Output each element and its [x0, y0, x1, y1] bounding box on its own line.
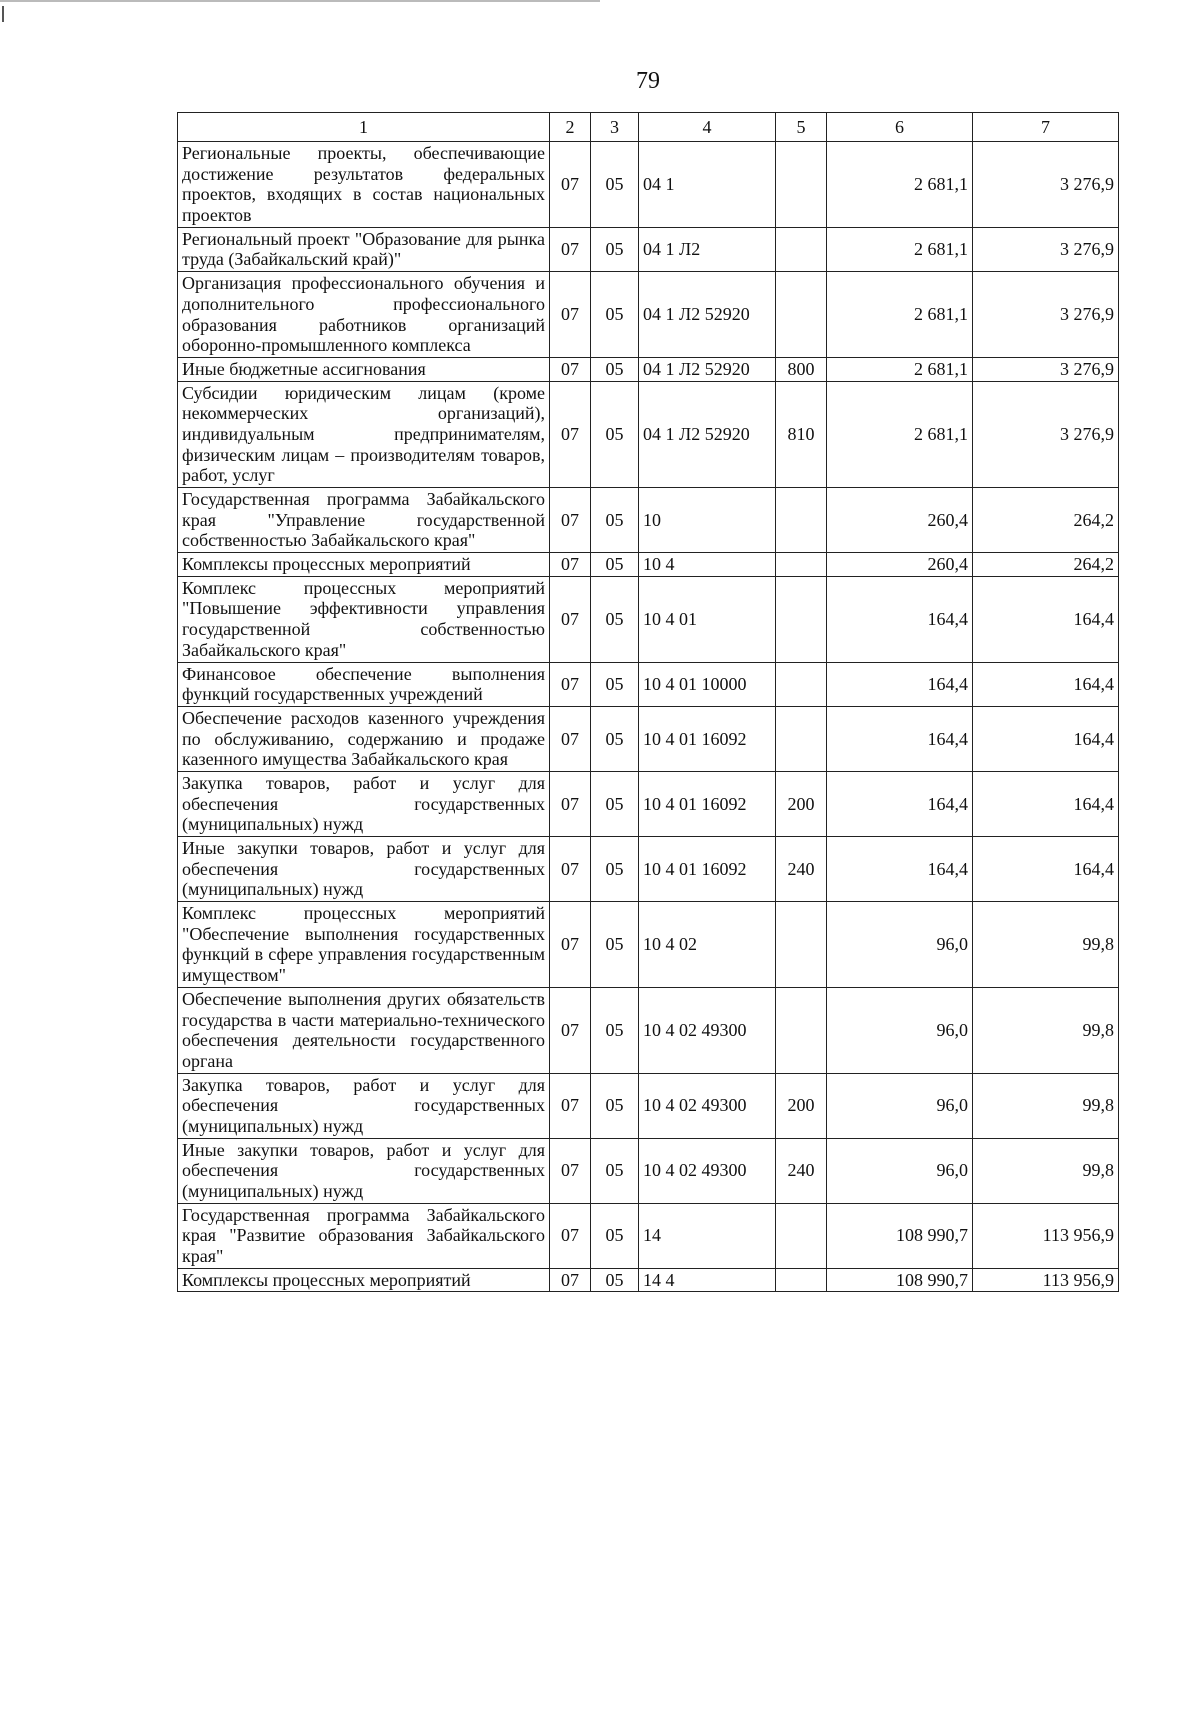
expense-type-cell: [776, 227, 827, 271]
table-row: [178, 771, 1119, 836]
amount-year1-cell: 96,0: [827, 1138, 973, 1203]
section-code-cell: 07: [550, 272, 591, 358]
scan-edge-tick: [2, 6, 4, 22]
subsection-code-cell: 05: [591, 272, 639, 358]
row-name-cell: Региональные проекты, обеспечивающие достижение результатов федеральных проектов, входящих в состав национальных проектов: [178, 142, 550, 228]
row-name-cell: Комплексы процессных мероприятий: [178, 553, 550, 577]
table-row: [178, 837, 1119, 902]
table-row: [178, 662, 1119, 706]
subsection-code-cell: 05: [591, 902, 639, 988]
section-code-cell: 07: [550, 1138, 591, 1203]
amount-year2-cell: 99,8: [973, 987, 1119, 1073]
row-name-cell: Комплексы процессных мероприятий: [178, 1268, 550, 1292]
amount-year1-cell: 108 990,7: [827, 1268, 973, 1292]
table-row: [178, 357, 1119, 381]
amount-year1-cell: 164,4: [827, 837, 973, 902]
row-name-cell: Организация профессионального обучения и дополнительного профессионального образования работников организаций оборонно-промышленного комплекса: [178, 272, 550, 358]
amount-year2-cell: 99,8: [973, 902, 1119, 988]
subsection-code-cell: 05: [591, 553, 639, 577]
row-name-cell: Закупка товаров, работ и услуг для обеспечения государственных (муниципальных) нужд: [178, 1073, 550, 1138]
section-code-cell: 07: [550, 662, 591, 706]
amount-year1-cell: 108 990,7: [827, 1203, 973, 1268]
amount-year1-cell: 96,0: [827, 1073, 973, 1138]
target-article-cell: 10 4 02: [639, 902, 776, 988]
table-row: [178, 553, 1119, 577]
amount-year1-cell: 164,4: [827, 662, 973, 706]
target-article-cell: 10 4: [639, 553, 776, 577]
amount-year1-cell: 164,4: [827, 706, 973, 771]
amount-year2-cell: 164,4: [973, 706, 1119, 771]
amount-year1-cell: 2 681,1: [827, 381, 973, 487]
amount-year1-cell: 260,4: [827, 553, 973, 577]
row-name-cell: Обеспечение выполнения других обязательств государства в части материально-технического обеспечения деятельности государственного органа: [178, 987, 550, 1073]
target-article-cell: 10 4 01: [639, 576, 776, 662]
amount-year2-cell: 99,8: [973, 1138, 1119, 1203]
row-name-cell: Иные закупки товаров, работ и услуг для обеспечения государственных (муниципальных) нужд: [178, 1138, 550, 1203]
table-row: [178, 488, 1119, 553]
subsection-code-cell: 05: [591, 1268, 639, 1292]
section-code-cell: 07: [550, 987, 591, 1073]
expense-type-cell: 240: [776, 1138, 827, 1203]
column-header: 6: [827, 113, 973, 142]
table-row: [178, 987, 1119, 1073]
section-code-cell: 07: [550, 227, 591, 271]
subsection-code-cell: 05: [591, 381, 639, 487]
amount-year2-cell: 113 956,9: [973, 1268, 1119, 1292]
column-number-row: [178, 113, 1119, 142]
section-code-cell: 07: [550, 902, 591, 988]
expense-type-cell: 200: [776, 771, 827, 836]
target-article-cell: 10 4 02 49300: [639, 987, 776, 1073]
table-row: [178, 902, 1119, 988]
column-header: 1: [178, 113, 550, 142]
table-row: [178, 1203, 1119, 1268]
target-article-cell: 10 4 01 10000: [639, 662, 776, 706]
target-article-cell: 10 4 02 49300: [639, 1138, 776, 1203]
row-name-cell: Финансовое обеспечение выполнения функций государственных учреждений: [178, 662, 550, 706]
subsection-code-cell: 05: [591, 771, 639, 836]
amount-year2-cell: 3 276,9: [973, 142, 1119, 228]
expense-type-cell: [776, 272, 827, 358]
target-article-cell: 04 1 Л2 52920: [639, 357, 776, 381]
amount-year2-cell: 164,4: [973, 837, 1119, 902]
subsection-code-cell: 05: [591, 1138, 639, 1203]
amount-year1-cell: 260,4: [827, 488, 973, 553]
row-name-cell: Региональный проект "Образование для рынка труда (Забайкальский край)": [178, 227, 550, 271]
target-article-cell: 04 1 Л2 52920: [639, 272, 776, 358]
amount-year1-cell: 2 681,1: [827, 357, 973, 381]
expense-type-cell: 200: [776, 1073, 827, 1138]
row-name-cell: Иные закупки товаров, работ и услуг для обеспечения государственных (муниципальных) нужд: [178, 837, 550, 902]
amount-year1-cell: 96,0: [827, 902, 973, 988]
subsection-code-cell: 05: [591, 987, 639, 1073]
amount-year1-cell: 2 681,1: [827, 142, 973, 228]
row-name-cell: Государственная программа Забайкальского края "Развитие образования Забайкальского края": [178, 1203, 550, 1268]
section-code-cell: 07: [550, 381, 591, 487]
row-name-cell: Закупка товаров, работ и услуг для обеспечения государственных (муниципальных) нужд: [178, 771, 550, 836]
table-row: [178, 1268, 1119, 1292]
subsection-code-cell: 05: [591, 488, 639, 553]
expense-type-cell: [776, 987, 827, 1073]
amount-year2-cell: 113 956,9: [973, 1203, 1119, 1268]
row-name-cell: Комплекс процессных мероприятий "Повышение эффективности управления государственной собственностью Забайкальского края": [178, 576, 550, 662]
section-code-cell: 07: [550, 837, 591, 902]
subsection-code-cell: 05: [591, 1073, 639, 1138]
column-header: 5: [776, 113, 827, 142]
amount-year2-cell: 3 276,9: [973, 381, 1119, 487]
row-name-cell: Обеспечение расходов казенного учреждения по обслуживанию, содержанию и продаже казенного имущества Забайкальского края: [178, 706, 550, 771]
amount-year1-cell: 164,4: [827, 771, 973, 836]
target-article-cell: 04 1: [639, 142, 776, 228]
target-article-cell: 14 4: [639, 1268, 776, 1292]
subsection-code-cell: 05: [591, 227, 639, 271]
target-article-cell: 10: [639, 488, 776, 553]
amount-year2-cell: 264,2: [973, 488, 1119, 553]
target-article-cell: 04 1 Л2: [639, 227, 776, 271]
amount-year2-cell: 264,2: [973, 553, 1119, 577]
column-header: 3: [591, 113, 639, 142]
row-name-cell: Иные бюджетные ассигнования: [178, 357, 550, 381]
table-row: [178, 142, 1119, 228]
amount-year2-cell: 164,4: [973, 576, 1119, 662]
target-article-cell: 10 4 02 49300: [639, 1073, 776, 1138]
table-row: [178, 576, 1119, 662]
scan-edge-line: [0, 0, 600, 2]
amount-year2-cell: 3 276,9: [973, 272, 1119, 358]
target-article-cell: 04 1 Л2 52920: [639, 381, 776, 487]
section-code-cell: 07: [550, 142, 591, 228]
amount-year1-cell: 164,4: [827, 576, 973, 662]
amount-year2-cell: 3 276,9: [973, 357, 1119, 381]
target-article-cell: 14: [639, 1203, 776, 1268]
subsection-code-cell: 05: [591, 837, 639, 902]
expense-type-cell: [776, 142, 827, 228]
amount-year1-cell: 2 681,1: [827, 272, 973, 358]
amount-year2-cell: 99,8: [973, 1073, 1119, 1138]
target-article-cell: 10 4 01 16092: [639, 771, 776, 836]
table-row: [178, 272, 1119, 358]
column-header: 4: [639, 113, 776, 142]
expense-type-cell: 240: [776, 837, 827, 902]
target-article-cell: 10 4 01 16092: [639, 706, 776, 771]
section-code-cell: 07: [550, 1073, 591, 1138]
column-header: 7: [973, 113, 1119, 142]
expense-type-cell: 810: [776, 381, 827, 487]
table-row: [178, 381, 1119, 487]
subsection-code-cell: 05: [591, 662, 639, 706]
section-code-cell: 07: [550, 488, 591, 553]
table-row: [178, 1138, 1119, 1203]
table-row: [178, 1073, 1119, 1138]
budget-table: [177, 112, 1119, 1292]
page-number: 79: [636, 68, 660, 94]
table-row: [178, 227, 1119, 271]
subsection-code-cell: 05: [591, 142, 639, 228]
amount-year2-cell: 164,4: [973, 771, 1119, 836]
expense-type-cell: [776, 576, 827, 662]
column-header: 2: [550, 113, 591, 142]
section-code-cell: 07: [550, 357, 591, 381]
expense-type-cell: [776, 902, 827, 988]
amount-year1-cell: 2 681,1: [827, 227, 973, 271]
amount-year1-cell: 96,0: [827, 987, 973, 1073]
section-code-cell: 07: [550, 1203, 591, 1268]
section-code-cell: 07: [550, 576, 591, 662]
row-name-cell: Государственная программа Забайкальского края "Управление государственной собственностью Забайкальского края": [178, 488, 550, 553]
table-body: [178, 142, 1119, 1292]
expense-type-cell: [776, 1268, 827, 1292]
expense-type-cell: [776, 553, 827, 577]
table-row: [178, 706, 1119, 771]
expense-type-cell: 800: [776, 357, 827, 381]
subsection-code-cell: 05: [591, 357, 639, 381]
expense-type-cell: [776, 488, 827, 553]
amount-year2-cell: 164,4: [973, 662, 1119, 706]
section-code-cell: 07: [550, 553, 591, 577]
expense-type-cell: [776, 706, 827, 771]
expense-type-cell: [776, 1203, 827, 1268]
row-name-cell: Комплекс процессных мероприятий "Обеспечение выполнения государственных функций в сфере управления государственным имуществом": [178, 902, 550, 988]
expense-type-cell: [776, 662, 827, 706]
section-code-cell: 07: [550, 706, 591, 771]
subsection-code-cell: 05: [591, 1203, 639, 1268]
target-article-cell: 10 4 01 16092: [639, 837, 776, 902]
section-code-cell: 07: [550, 1268, 591, 1292]
subsection-code-cell: 05: [591, 576, 639, 662]
section-code-cell: 07: [550, 771, 591, 836]
amount-year2-cell: 3 276,9: [973, 227, 1119, 271]
row-name-cell: Субсидии юридическим лицам (кроме некоммерческих организаций), индивидуальным предпринимателям, физическим лицам – производителям товаров, работ, услуг: [178, 381, 550, 487]
subsection-code-cell: 05: [591, 706, 639, 771]
